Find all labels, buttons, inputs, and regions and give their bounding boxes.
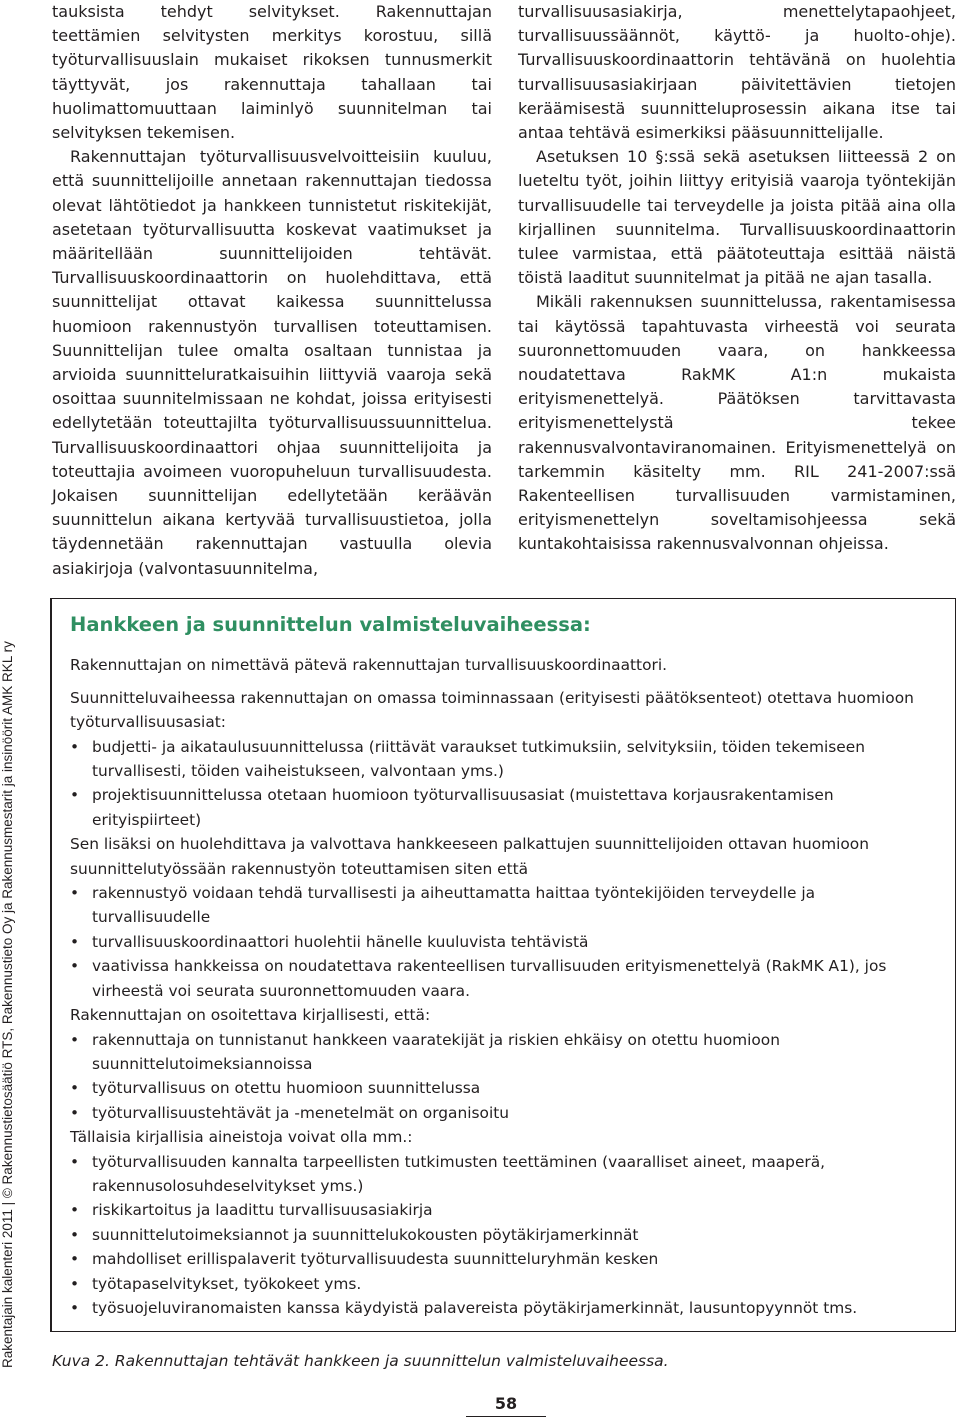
page-number-rule — [466, 1416, 546, 1417]
box-paragraph: Suunnitteluvaiheessa rakennuttajan on omassa toiminnassaan (erityisesti päätöksenteot) otettava huomioon työturvallisuusasiat: — [70, 688, 914, 732]
paragraph: Rakennuttajan työturvallisuusvelvoitteisiin kuuluu, että suunnittelijoille annetaan rakennuttajan tiedossa olevat lähtötiedot ja hankkeen tunnistetut riskitekijät, asetetaan työturvallisuutta koskevat vaatimukset ja määritellään suunnittelijoiden tehtävät. Turvallisuuskoordinaattorin on huolehdittava, että suunnittelijat ottavat kaikessa suunnittelussa huomioon rakennustyön turvallisen toteuttamisen. Suunnittelijan tulee omalta osaltaan tunnistaa ja arvioida suunnitteluratkaisuihin liittyviä vaaroja sekä osoittaa suunnitelmissaan ne kohdat, joissa erityisesti edellytetään toteuttajilta työturvallisuussuunnittelua. Turvallisuuskoordinaattori ohjaa suunnittelijoita ja toteuttajia avoimeen vuoropuheluun turvallisuudesta. Jokaisen suunnittelijan edellytetään keräävän suunnittelun aikana kertyvää turvallisuustietoa, jolla täydennetään rakennuttajan vastuulla olevia asiakirjoja (valvontasuunnitelma, — [52, 147, 492, 578]
bullet-list — [70, 1028, 935, 1126]
box-paragraph: Rakennuttajan on nimettävä pätevä rakennuttajan turvallisuuskoordinaattori. — [70, 656, 667, 675]
figure-box — [50, 598, 956, 1332]
list-item: • suunnittelutoimeksiannot ja suunnittelukokousten pöytäkirjamerkinnät — [70, 1223, 935, 1247]
list-item: • projektisuunnittelussa otetaan huomioon työturvallisuusasiat (muistettava korjausrakentamisen erityispiirteet) — [70, 783, 935, 832]
paragraph: Mikäli rakennuksen suunnittelussa, rakentamisessa tai käytössä tapahtuvasta virheestä voi seurata suuronnettomuuden vaara, on hankkeessa noudatettava RakMK A1:n mukaista erityismenettelyä. Päätöksen tarvittavasta erityismenettelystä tekee rakennusvalvontaviranomainen. Erityismenettelyä on tarkemmin käsitelty mm. RIL 241-2007:ssä Rakenteellisen turvallisuuden varmistaminen, erityismenettelyn soveltamisohjeessa sekä kuntakohtaisissa rakennusvalvonnan ohjeissa. — [518, 292, 956, 554]
list-item: • työturvallisuustehtävät ja -menetelmät on organisoitu — [70, 1101, 935, 1125]
paragraph: tauksista tehdyt selvitykset. Rakennuttajan teettämien selvitysten merkitys korostuu, sillä työturvallisuuslain mukaiset rikoksen tunnusmerkit täyttyvät, jos rakennuttaja tahallaan tai huolimattomuuttaan laiminlyö suunnitelman tai selvityksen tekemisen. — [52, 2, 492, 143]
list-item: • työturvallisuuden kannalta tarpeellisten tutkimusten teettäminen (vaaralliset aineet, maaperä, rakennusolosuhdeselvitykset yms.) — [70, 1150, 935, 1199]
box-paragraph: Rakennuttajan on osoitettava kirjallisesti, että: — [70, 1006, 431, 1025]
list-item: • työsuojeluviranomaisten kanssa käydyistä palavereista pöytäkirjamerkinnät, lausuntopyynnöt tms. — [70, 1296, 935, 1320]
list-item: • rakennuttaja on tunnistanut hankkeen vaaratekijät ja riskien ehkäisy on otettu huomioon suunnittelutoimeksiannoissa — [70, 1028, 935, 1077]
bullet-list — [70, 735, 935, 833]
list-item: • budjetti- ja aikataulusuunnittelussa (riittävät varaukset tutkimuksiin, selvityksiin, töiden tekemiseen turvallisesti, töiden vaiheistukseen, valvontaan yms.) — [70, 735, 935, 784]
bullet-list — [70, 881, 935, 1003]
page-number: 58 — [494, 1394, 518, 1413]
paragraph: Asetuksen 10 §:ssä sekä asetuksen liitteessä 2 on lueteltu työt, joihin liittyy erityisiä vaaroja työntekijän turvallisuudelle tai terveydelle ja joista pitää aina olla kirjallinen suunnitelma. Turvallisuuskoordinaattorin tulee varmistaa, että päätoteuttaja esittää näistä töistä laaditut suunnitelmat ja pitää ne ajan tasalla. — [518, 147, 956, 288]
box-paragraph: Sen lisäksi on huolehdittava ja valvottava hankkeeseen palkattujen suunnittelijoiden ottavan huomioon suunnittelutyössään rakennustyön toteuttamisen siten että — [70, 835, 869, 878]
list-item: • riskikartoitus ja laadittu turvallisuusasiakirja — [70, 1198, 935, 1222]
list-item: • työturvallisuus on otettu huomioon suunnittelussa — [70, 1076, 935, 1100]
list-item: • rakennustyö voidaan tehdä turvallisesti ja aiheuttamatta haittaa työntekijöiden terveydelle ja turvallisuudelle — [70, 881, 935, 930]
box-paragraph: Tällaisia kirjallisia aineistoja voivat olla mm.: — [70, 1128, 413, 1147]
side-copyright-text: Rakentajain kalenteri 2011 | © Rakennustietosäätiö RTS, Rakennustieto Oy ja Rakennusmestarit ja insinöörit AMK RKL ry — [0, 641, 15, 1368]
list-item: • turvallisuuskoordinaattori huolehtii hänelle kuuluvista tehtävistä — [70, 930, 935, 954]
bullet-list — [70, 1150, 935, 1321]
list-item: • mahdolliset erillispalaverit työturvallisuudesta suunnitteluryhmän kesken — [70, 1247, 935, 1271]
paragraph: turvallisuusasiakirja, menettelytapaohjeet, turvallisuussäännöt, käyttö- ja huolto-ohje). Turvallisuuskoordinaattorin tehtävänä on huolehtia turvallisuusasiakirjaan päivitettävien tietojen keräämisestä suunnitteluprosessin aikana itse tai antaa tehtävä esimerkiksi pääsuunnittelijalle. — [518, 2, 956, 143]
figure-caption: Kuva 2. Rakennuttajan tehtävät hankkeen ja suunnittelun valmisteluvaiheessa. — [52, 1352, 669, 1370]
list-item: • vaativissa hankkeissa on noudatettava rakenteellisen turvallisuuden erityismenettelyä (RakMK A1), jos virheestä voi seurata suuronnettomuuden vaara. — [70, 954, 935, 1003]
box-heading: Hankkeen ja suunnittelun valmisteluvaiheessa: — [70, 613, 591, 636]
right-text-column — [518, 0, 956, 557]
left-text-column — [52, 0, 492, 581]
list-item: • työtapaselvitykset, työkokeet yms. — [70, 1272, 935, 1296]
